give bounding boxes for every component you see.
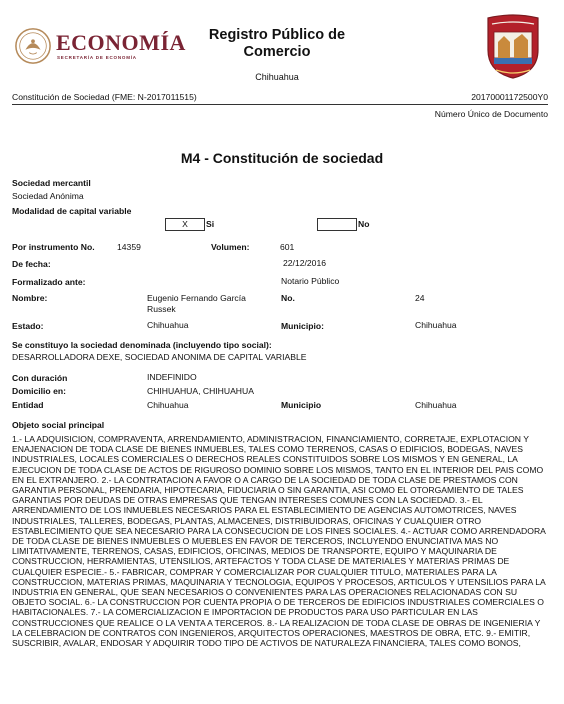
brand-subtitle: SECRETARÍA DE ECONOMÍA	[57, 55, 137, 60]
nombre-label: Nombre:	[12, 293, 48, 303]
si-checkbox[interactable]: X	[165, 218, 205, 231]
document-number-label: Número Único de Documento	[434, 109, 548, 119]
chihuahua-coat-of-arms-icon	[484, 12, 542, 80]
nombre-value	[147, 293, 246, 315]
fecha-label: De fecha:	[12, 259, 51, 269]
header-state: Chihuahua	[255, 72, 299, 82]
instrumento-value: 14359	[117, 242, 141, 252]
mexico-eagle-seal-icon	[14, 27, 52, 65]
nombre-value-line1: Eugenio Fernando García	[147, 293, 246, 303]
volumen-value: 601	[280, 242, 295, 252]
no-checkbox[interactable]	[317, 218, 357, 231]
document-number: 20170001172500Y0	[471, 92, 548, 102]
objeto-label: Objeto social principal	[12, 420, 105, 430]
fecha-value: 22/12/2016	[283, 258, 327, 268]
denominacion-value: DESARROLLADORA DEXE, SOCIEDAD ANONIMA DE CAPITAL VARIABLE	[12, 352, 307, 362]
volumen-label: Volumen:	[211, 242, 250, 252]
header-title-line2: Comercio	[243, 44, 311, 60]
instrumento-label: Por instrumento No.	[12, 242, 95, 252]
brand-name: ECONOMÍA	[56, 30, 186, 55]
nombre-value-line2: Russek	[147, 304, 176, 314]
header-title-line1: Registro Público de	[208, 27, 346, 43]
municipio-label: Municipio:	[281, 321, 324, 331]
formalizado-label: Formalizado ante:	[12, 277, 86, 287]
header-title	[200, 27, 354, 61]
duracion-value: INDEFINIDO	[147, 372, 197, 382]
si-label: Si	[206, 219, 215, 229]
formalizado-value: Notario Público	[281, 276, 340, 286]
notario-no-value: 24	[415, 293, 425, 303]
header-divider	[12, 104, 548, 105]
municipio2-value: Chihuahua	[415, 400, 457, 410]
domicilio-value: CHIHUAHUA, CHIHUAHUA	[147, 386, 254, 396]
municipio2-label: Municipio	[281, 400, 322, 410]
modalidad-label: Modalidad de capital variable	[12, 206, 132, 216]
entidad-value: Chihuahua	[147, 400, 189, 410]
estado-value: Chihuahua	[147, 320, 189, 330]
economia-logo	[14, 27, 184, 67]
form-title: M4 - Constitución de sociedad	[180, 150, 384, 166]
document-type: Constitución de Sociedad (FME: N-2017011515)	[12, 92, 197, 102]
duracion-label: Con duración	[12, 373, 68, 383]
estado-label: Estado:	[12, 321, 44, 331]
domicilio-label: Domicilio en:	[12, 386, 66, 396]
notario-no-label: No.	[281, 293, 295, 303]
sociedad-value: Sociedad Anónima	[12, 191, 84, 201]
denominacion-label: Se constituyo la sociedad denominada (incluyendo tipo social):	[12, 340, 272, 350]
entidad-label: Entidad	[12, 400, 44, 410]
municipio-value: Chihuahua	[415, 320, 457, 330]
objeto-text: 1.- LA ADQUISICION, COMPRAVENTA, ARRENDAMIENTO, ADMINISTRACION, FINANCIAMIENTO, CORRETAJE, EXPLOTACION Y ENAJENACION DE TODA CLASE DE BIENES INMUEBLES, TALES COMO TERRENOS, CASAS O EDIFICIOS, BODEGAS, NAVES INDUSTRIALES, LOCALES COMERCIALES O DERECHOS REALES CONSTITUIDOS SOBRE LOS MISMOS Y EN GENERAL, LA EJECUCION DE TODA CLASE DE ACTOS DE RIGUROSO DOMINIO SOBRE LOS MISMOS, TANTO EN EL INTERIOR DEL PAIS COMO EN EL EXTRANJERO. 2.- LA CONTRATACION A FAVOR O A CARGO DE LA SOCIEDAD DE TODA CLASE DE PRESTAMOS CON GARANTIA PERSONAL, PRENDARIA, HIPOTECARIA, FIDUCIARIA O SIN GARANTIA, ASI COMO EL OTORGAMIENTO DE TALES GARANTIAS POR DEUDAS DE OTRAS EMPRESAS QUE TENGAN INTERESES COMUNES CON LA SOCIEDAD. 3.- EL ARRENDAMIENTO DE LOS INMUEBLES NECESARIOS PARA EL ESTABLECIMIENTO DE AGENCIAS AUTOMOTRICES, NAVES INDUSTRIALES, TALLERES, BODEGAS, PLANTAS, ALMACENES, DISTRIBUIDORAS, OFICINAS Y CUALQUIER OTRO ESTABLECIMIENTO QUE SEA NECESARIO PARA LA CONSECUCION DE LOS FINES SOCIALES. 4.- ACTUAR COMO ARRENDADORA DE TODA CLASE DE BIENES INMUEBLES O MUEBLES EN FAVOR DE TERCEROS, INCLUYENDO ENUNCIATIVA MAS NO LIMITATIVAMENTE, TERRENOS, CASAS, EDIFICIOS, OFICINAS, MEDIOS DE TRANSPORTE, EQUIPO Y MAQUINARIA DE CONSTRUCCION, HERRAMIENTAS, UTENSILIOS, ARTEFACTOS Y TODA CLASE DE MATERIALES Y MATERIAS PRIMAS DE CUALQUIER ESPECIE.- 5.- FABRICAR, COMPRAR Y COMERCIALIZAR POR CUALQUIER TITULO, MATERIALES PARA LA CONSTRUCCION, MATERIAS PRIMAS, MAQUINARIA Y TECNOLOGIA, EQUIPOS Y PROCESOS, ARTICULOS Y UTENSILIOS PARA LA INDUSTRIA EN GENERAL, QUE SEAN NECESARIOS O CONVENIENTES PARA LAS OPERACIONES RELACIONADAS CON SU OBJETO SOCIAL. 6.- LA CONSTRUCCION POR CUENTA PROPIA O DE TERCEROS DE EDIFICIOS INDUSTRIALES COMERCIALES O HABITACIONALES. 7.- LA COMERCIALIZACION E IMPORTACION DE PRODUCTOS PARA USO PARTICULAR EN LAS CONSTRUCCIONES QUE REALICE O LA VENTA A TERCEROS. 8.- LA REALIZACION DE TODA CLASE DE OBRAS DE INGENIERIA Y LA CELEBRACION DE CONTRATOS CON INGENIEROS, ARQUITECTOS OPERACIONES, MAESTROS DE OBRA, ETC. 9.- EMITIR, SUSCRIBIR, AVALAR, ENDOSAR Y ADQUIRIR TODO TIPO DE ACTIVOS DE NATURALEZA FINANCIERA, TALES COMO BONOS,	[12, 434, 546, 649]
sociedad-label: Sociedad mercantil	[12, 178, 91, 188]
no-label: No	[358, 219, 370, 229]
